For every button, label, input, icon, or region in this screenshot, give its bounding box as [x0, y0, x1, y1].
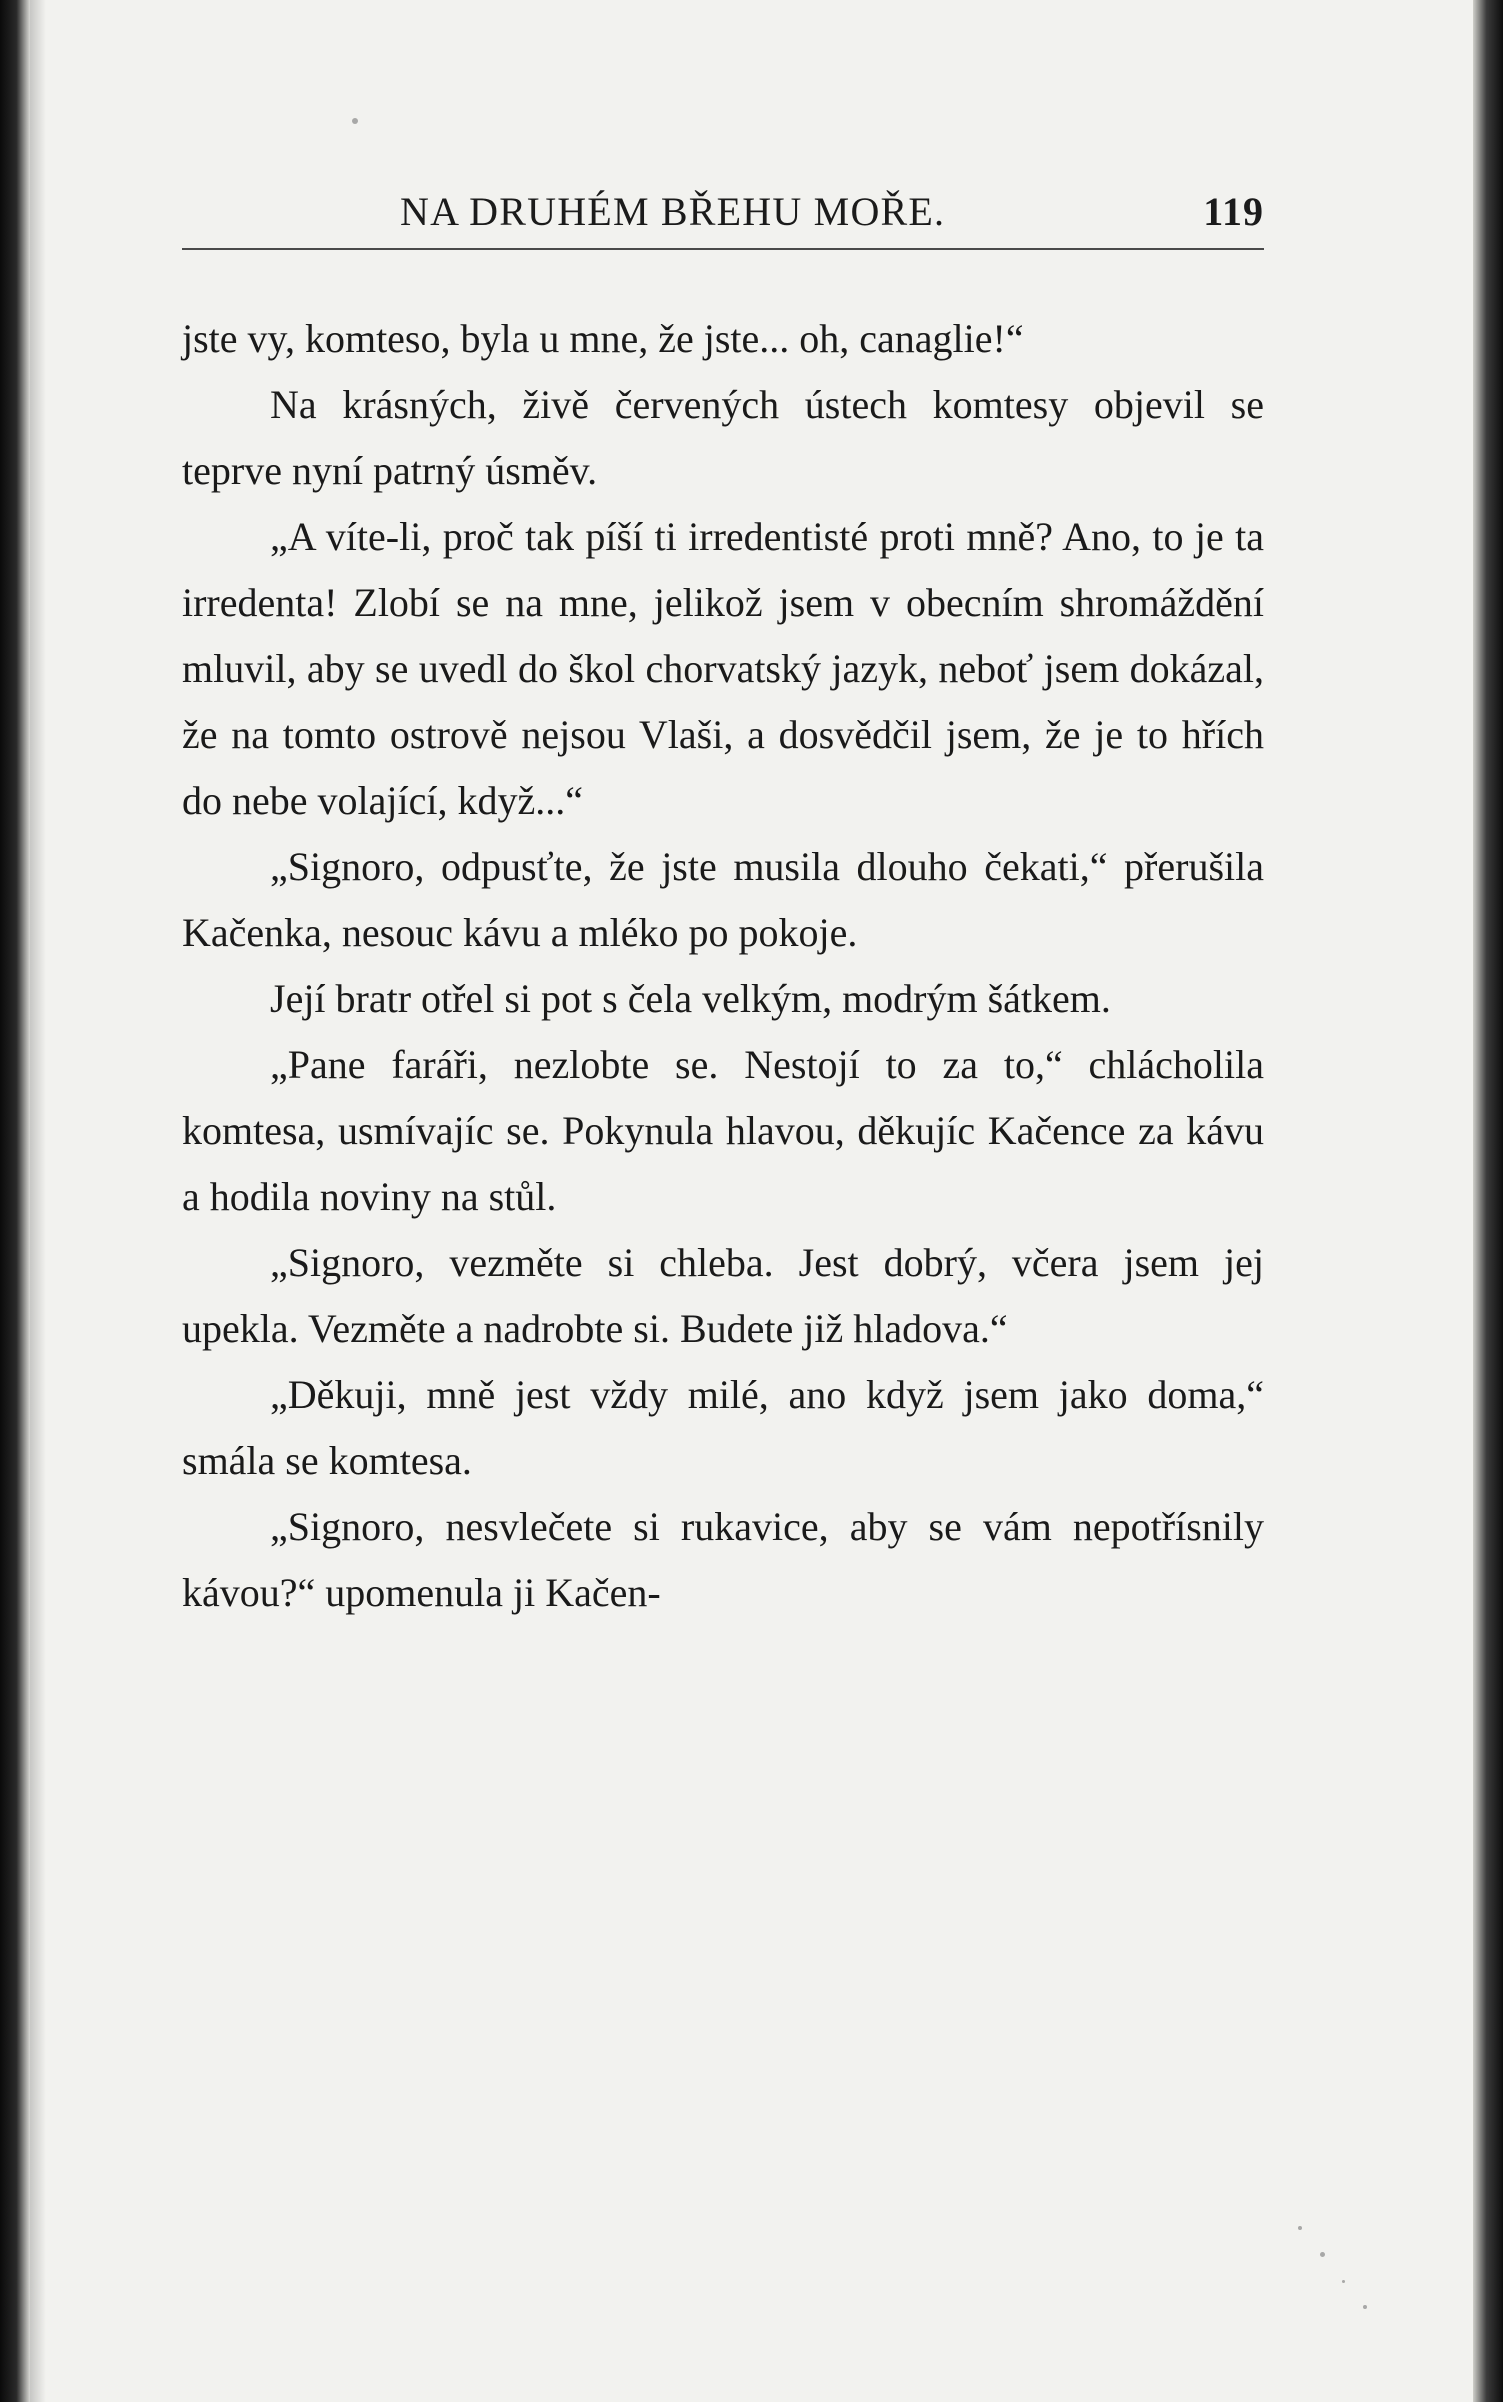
scan-speck [1363, 2305, 1367, 2309]
header-rule [182, 248, 1264, 250]
scan-speck [1320, 2252, 1325, 2257]
scan-speck [1342, 2280, 1345, 2283]
paragraph-8: „Děkuji, mně jest vždy milé, ano když jsem jako doma,“ smála se komtesa. [182, 1372, 1264, 1483]
paragraph-9: „Signoro, nesvlečete si rukavice, aby se vám nepotřísnily kávou?“ upomenula ji Kačen- [182, 1504, 1264, 1615]
paragraph-5: Její bratr otřel si pot s čela velkým, modrým šátkem. [270, 976, 1111, 1021]
scan-left-edge [0, 0, 30, 2402]
paragraph-6: „Pane faráři, nezlobte se. Nestojí to za to,“ chlácholila komtesa, usmívajíc se. Pokynula hlavou, děkujíc Kačence za kávu a hodila noviny na stůl. [182, 1042, 1264, 1219]
paragraph-7: „Signoro, vezměte si chleba. Jest dobrý, včera jsem jej upekla. Vezměte a nadrobte si. Budete již hladova.“ [182, 1240, 1264, 1351]
paragraph-2: Na krásných, živě červených ústech komtesy objevil se teprve nyní patrný úsměv. [182, 382, 1264, 493]
paragraph-1: jste vy, komteso, byla u mne, že jste... oh, canaglie!“ [182, 316, 1024, 361]
page-header [182, 188, 1264, 240]
running-title: NA DRUHÉM BŘEHU MOŘE. [400, 189, 946, 234]
scan-speck [1298, 2226, 1302, 2230]
scan-speck [352, 118, 358, 124]
gutter-shadow [30, 0, 46, 2402]
scan-right-edge [1473, 0, 1503, 2402]
page-number: 119 [1203, 189, 1264, 234]
body-text [182, 306, 1264, 1626]
paragraph-3: „A víte-li, proč tak píší ti irredentisté proti mně? Ano, to je ta irredenta! Zlobí se na mne, jelikož jsem v obecním shromáždění mluvil, aby se uvedl do škol chorvatský jazyk, neboť jsem dokázal, že na tomto ostrově nejsou Vlaši, a dosvědčil jsem, že je to hřích do nebe volající, když...“ [182, 514, 1264, 823]
paragraph-4: „Signoro, odpusťte, že jste musila dlouho čekati,“ přerušila Kačenka, nesouc kávu a mléko po pokoje. [182, 844, 1264, 955]
